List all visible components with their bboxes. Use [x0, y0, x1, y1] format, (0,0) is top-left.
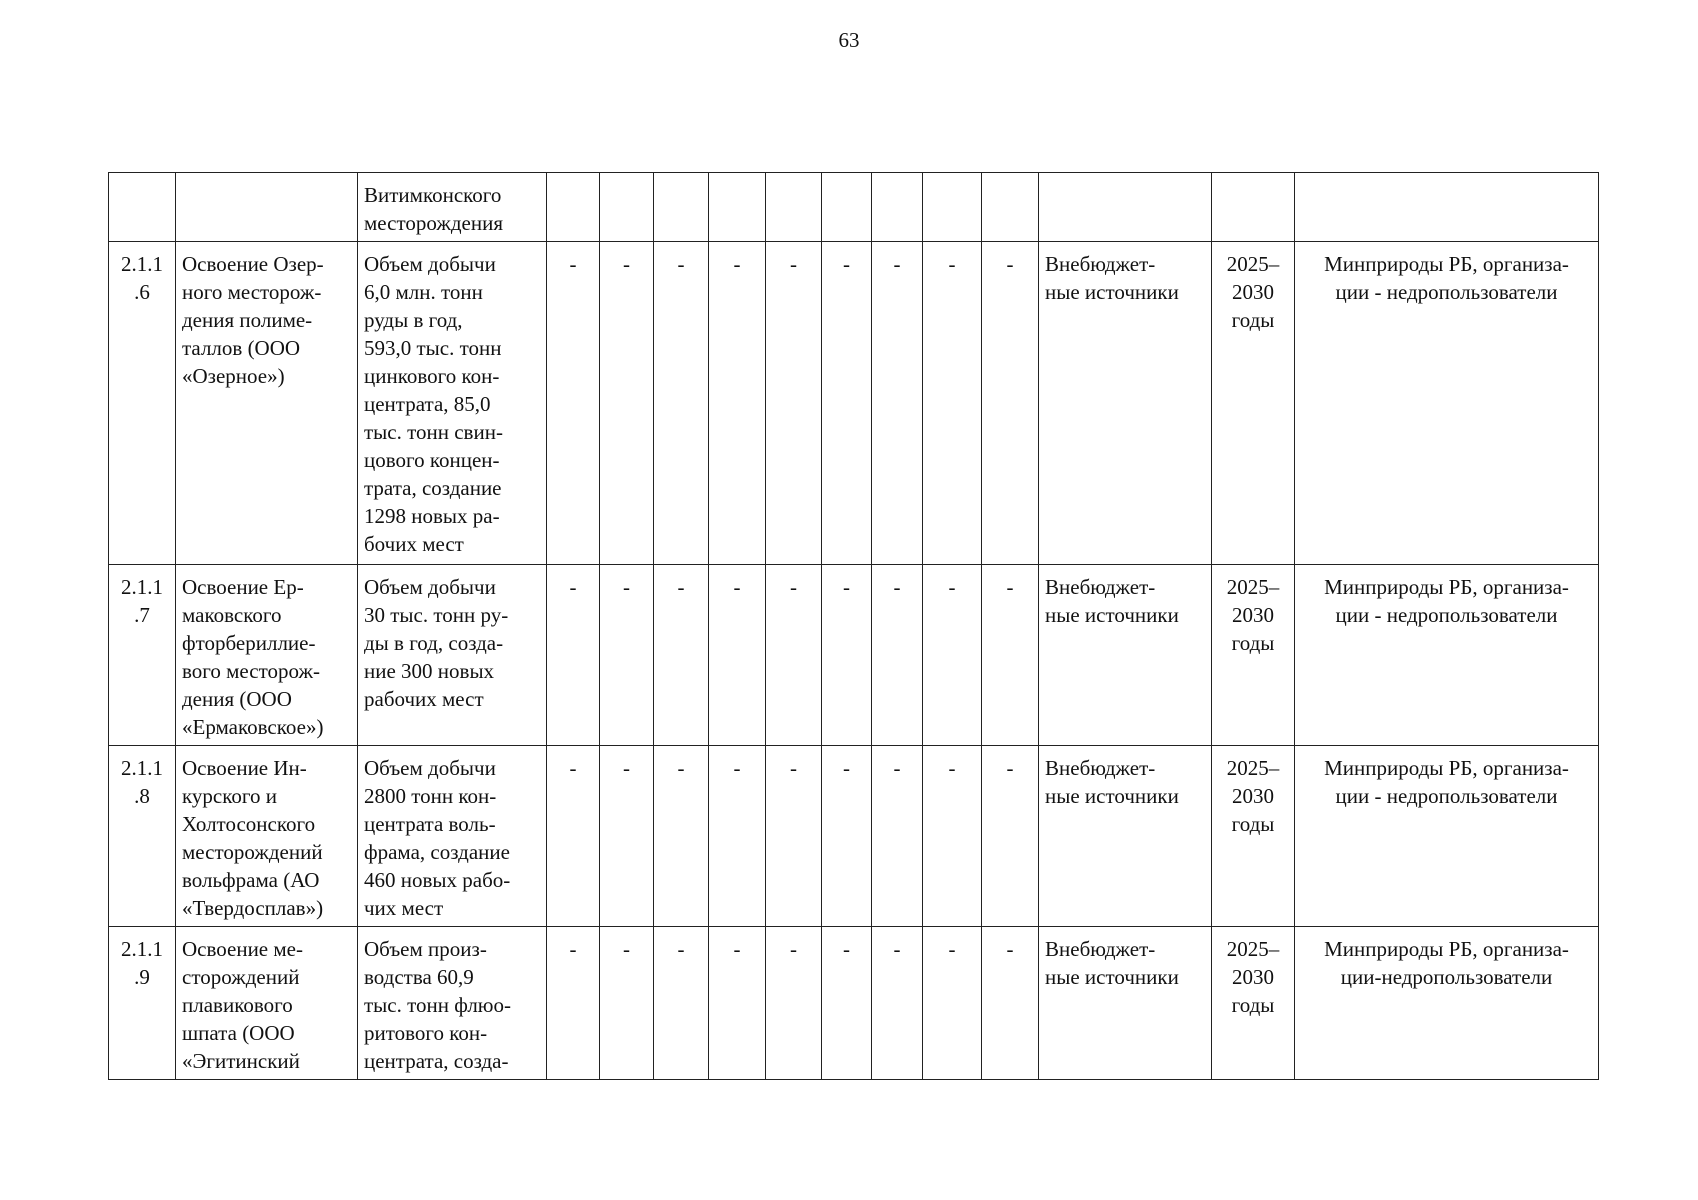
value-cell: - [654, 242, 709, 565]
cell-line: вольфрама (АО [182, 868, 320, 892]
table-row [109, 927, 1599, 1080]
cell-line: 6,0 млн. тонн [364, 280, 483, 304]
measure-name-cell [176, 565, 358, 746]
cell-line: бочих мест [364, 532, 464, 556]
cell-line: 593,0 тыс. тонн [364, 336, 502, 360]
cell-line: .6 [134, 280, 150, 304]
cell-line: .7 [134, 603, 150, 627]
value-cell: - [600, 746, 654, 927]
table-row [109, 565, 1599, 746]
cell-line: 2030 [1232, 965, 1274, 989]
cell-line: годы [1231, 631, 1275, 655]
value-cell: - [547, 746, 600, 927]
cell-line: 2800 тонн кон- [364, 784, 497, 808]
cell-line: 2030 [1232, 784, 1274, 808]
value-cell: - [600, 242, 654, 565]
value-cell: - [822, 746, 872, 927]
cell-line: .9 [134, 965, 150, 989]
years-cell [1212, 746, 1295, 927]
value-cell: - [982, 242, 1039, 565]
cell-line: Внебюджет- [1045, 252, 1156, 276]
cell-line: шпата (ООО [182, 1021, 295, 1045]
cell-line: ритового кон- [364, 1021, 488, 1045]
cell-line: цового концен- [364, 448, 500, 472]
value-cell [766, 173, 822, 242]
value-cell [709, 173, 766, 242]
cell-line: месторождений [182, 840, 323, 864]
measure-name-cell [176, 746, 358, 927]
cell-line: тыс. тонн флюо- [364, 993, 511, 1017]
funding-source-cell [1039, 242, 1212, 565]
value-cell: - [654, 746, 709, 927]
cell-line: ции - недропользователи [1335, 280, 1558, 304]
funding-source-cell [1039, 565, 1212, 746]
value-cell: - [982, 927, 1039, 1080]
cell-line: курского и [182, 784, 277, 808]
cell-line: 30 тыс. тонн ру- [364, 603, 509, 627]
cell-line: 2025– [1226, 756, 1280, 780]
funding-source-cell [1039, 927, 1212, 1080]
measures-table [108, 172, 1599, 1080]
cell-line: 2025– [1226, 252, 1280, 276]
cell-line: ные источники [1045, 280, 1179, 304]
years-cell [1212, 242, 1295, 565]
result-cell [358, 927, 547, 1080]
cell-line: Внебюджет- [1045, 756, 1156, 780]
cell-line: «Ермаковское») [182, 715, 324, 739]
page-number: 63 [838, 28, 860, 52]
value-cell: - [982, 746, 1039, 927]
cell-line: ции-недропользователи [1340, 965, 1553, 989]
cell-line: Освоение ме- [182, 937, 303, 961]
result-cell [358, 173, 547, 242]
cell-line: Минприроды РБ, организа- [1324, 252, 1569, 276]
cell-line: ции - недропользователи [1335, 603, 1558, 627]
value-cell: - [654, 565, 709, 746]
cell-line: Минприроды РБ, организа- [1324, 756, 1569, 780]
number-cell [109, 927, 176, 1080]
cell-line: Объем произ- [364, 937, 487, 961]
value-cell: - [923, 927, 982, 1080]
responsible-cell [1295, 565, 1599, 746]
value-cell: - [923, 746, 982, 927]
measure-name-cell [176, 173, 358, 242]
cell-line: фторбериллие- [182, 631, 316, 655]
years-cell [1212, 927, 1295, 1080]
cell-line: годы [1231, 993, 1275, 1017]
cell-line: Минприроды РБ, организа- [1324, 575, 1569, 599]
cell-line: цинкового кон- [364, 364, 500, 388]
cell-line: вого месторож- [182, 659, 320, 683]
responsible-cell [1295, 927, 1599, 1080]
value-cell [923, 173, 982, 242]
cell-line: ды в год, созда- [364, 631, 504, 655]
cell-line: месторождения [364, 211, 503, 235]
cell-line: 2030 [1232, 603, 1274, 627]
value-cell: - [766, 242, 822, 565]
value-cell: - [709, 565, 766, 746]
cell-line: фрама, создание [364, 840, 510, 864]
cell-line: Внебюджет- [1045, 937, 1156, 961]
cell-line: ные источники [1045, 603, 1179, 627]
cell-line: Минприроды РБ, организа- [1324, 937, 1569, 961]
number-cell [109, 746, 176, 927]
value-cell: - [923, 565, 982, 746]
responsible-cell [1295, 242, 1599, 565]
value-cell: - [547, 927, 600, 1080]
measure-name-cell [176, 927, 358, 1080]
value-cell: - [709, 242, 766, 565]
cell-line: центрата, созда- [364, 1049, 509, 1073]
value-cell: - [709, 927, 766, 1080]
value-cell: - [872, 242, 923, 565]
cell-line: водства 60,9 [364, 965, 474, 989]
value-cell: - [822, 565, 872, 746]
number-cell [109, 173, 176, 242]
cell-line: годы [1231, 812, 1275, 836]
number-cell [109, 242, 176, 565]
cell-line: руды в год, [364, 308, 463, 332]
responsible-cell [1295, 746, 1599, 927]
cell-line: годы [1231, 308, 1275, 332]
cell-line: 2025– [1226, 575, 1280, 599]
cell-line: трата, создание [364, 476, 502, 500]
cell-line: центрата воль- [364, 812, 496, 836]
value-cell: - [822, 927, 872, 1080]
cell-line: дения полиме- [182, 308, 313, 332]
cell-line: тыс. тонн свин- [364, 420, 503, 444]
cell-line: Внебюджет- [1045, 575, 1156, 599]
cell-line: 2.1.1 [121, 937, 163, 961]
value-cell: - [872, 565, 923, 746]
cell-line: чих мест [364, 896, 444, 920]
value-cell: - [600, 927, 654, 1080]
cell-line: «Озерное») [182, 364, 285, 388]
cell-line: 1298 новых ра- [364, 504, 500, 528]
cell-line: 460 новых рабо- [364, 868, 511, 892]
value-cell [547, 173, 600, 242]
cell-line: «Эгитинский [182, 1049, 300, 1073]
cell-line: Освоение Озер- [182, 252, 324, 276]
cell-line: рабочих мест [364, 687, 484, 711]
cell-line: Освоение Ер- [182, 575, 304, 599]
cell-line: таллов (ООО [182, 336, 301, 360]
cell-line: Холтосонского [182, 812, 316, 836]
value-cell [600, 173, 654, 242]
cell-line: дения (ООО [182, 687, 292, 711]
cell-line: ные источники [1045, 784, 1179, 808]
value-cell: - [766, 565, 822, 746]
value-cell [872, 173, 923, 242]
cell-line: 2.1.1 [121, 252, 163, 276]
result-cell [358, 242, 547, 565]
funding-source-cell [1039, 746, 1212, 927]
cell-line: сторождений [182, 965, 300, 989]
responsible-cell [1295, 173, 1599, 242]
cell-line: ние 300 новых [364, 659, 495, 683]
value-cell: - [982, 565, 1039, 746]
value-cell [822, 173, 872, 242]
cell-line: «Твердосплав») [182, 896, 324, 920]
value-cell: - [822, 242, 872, 565]
cell-line: центрата, 85,0 [364, 392, 491, 416]
table-row-continuation [109, 173, 1599, 242]
value-cell: - [600, 565, 654, 746]
value-cell: - [872, 746, 923, 927]
value-cell: - [923, 242, 982, 565]
cell-line: .8 [134, 784, 150, 808]
cell-line: 2.1.1 [121, 756, 163, 780]
cell-line: Объем добычи [364, 252, 496, 276]
funding-source-cell [1039, 173, 1212, 242]
value-cell: - [709, 746, 766, 927]
value-cell: - [766, 927, 822, 1080]
cell-line: маковского [182, 603, 282, 627]
cell-line: Объем добычи [364, 575, 496, 599]
cell-line: 2.1.1 [121, 575, 163, 599]
cell-line: плавикового [182, 993, 293, 1017]
cell-line: Витимконского [364, 183, 502, 207]
cell-line: 2030 [1232, 280, 1274, 304]
cell-line: Объем добычи [364, 756, 496, 780]
number-cell [109, 565, 176, 746]
value-cell [982, 173, 1039, 242]
cell-line: ного месторож- [182, 280, 322, 304]
value-cell: - [654, 927, 709, 1080]
cell-line: 2025– [1226, 937, 1280, 961]
value-cell: - [547, 565, 600, 746]
value-cell: - [872, 927, 923, 1080]
table-row [109, 746, 1599, 927]
years-cell [1212, 173, 1295, 242]
value-cell: - [766, 746, 822, 927]
table-row [109, 242, 1599, 565]
value-cell: - [547, 242, 600, 565]
result-cell [358, 746, 547, 927]
years-cell [1212, 565, 1295, 746]
cell-line: Освоение Ин- [182, 756, 307, 780]
cell-line: ции - недропользователи [1335, 784, 1558, 808]
measure-name-cell [176, 242, 358, 565]
result-cell [358, 565, 547, 746]
cell-line: ные источники [1045, 965, 1179, 989]
value-cell [654, 173, 709, 242]
